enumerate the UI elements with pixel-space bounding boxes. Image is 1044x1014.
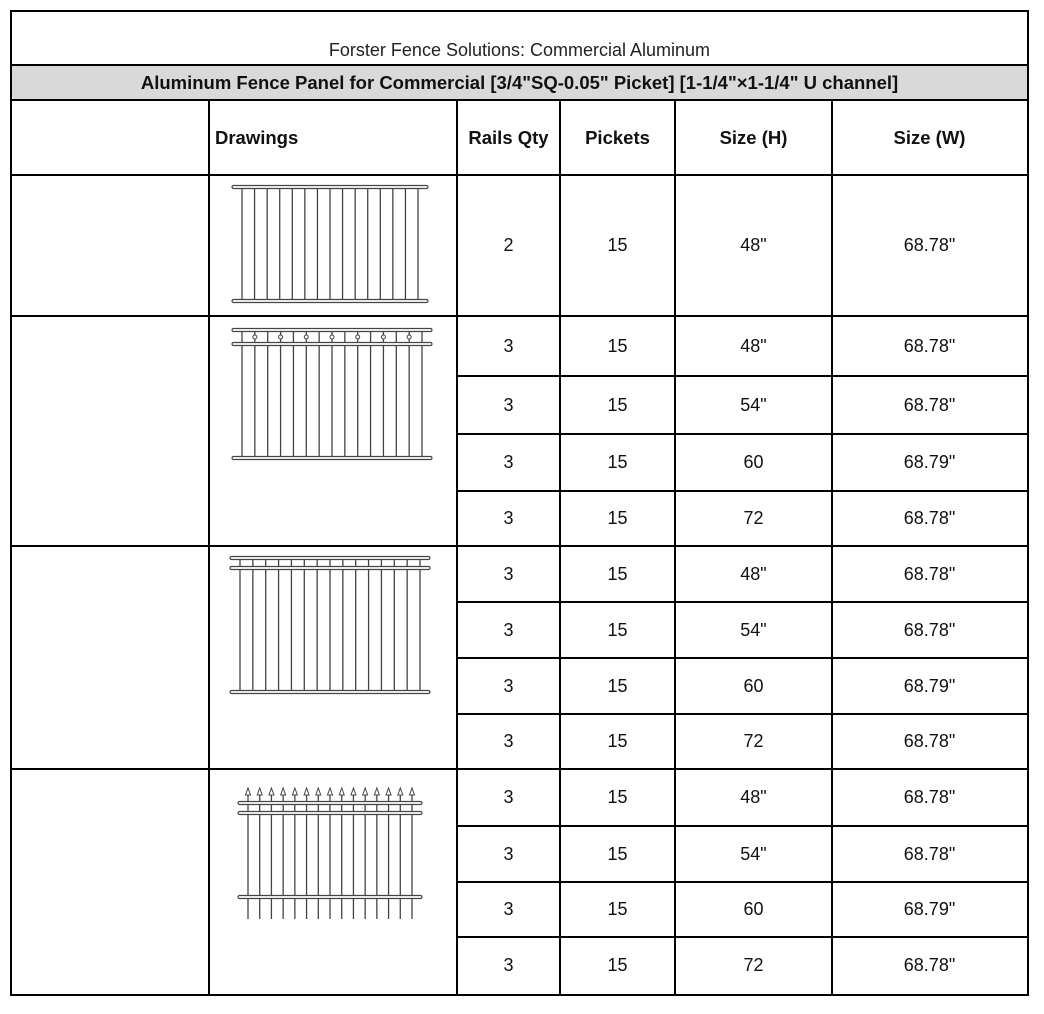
cell-rails-qty: 3 <box>503 899 514 919</box>
cell-pickets: 15 <box>607 563 628 584</box>
cell-pickets: 15 <box>607 675 628 696</box>
header-pickets: Pickets <box>585 127 650 148</box>
cell-pickets: 15 <box>607 452 628 472</box>
cell-size-w: 68.79" <box>903 675 956 696</box>
cell-pickets: 15 <box>607 335 628 356</box>
cell-size-h: 60 <box>743 899 764 919</box>
cell-size-w: 68.78" <box>903 335 956 356</box>
cell-rails-qty: 3 <box>503 843 514 864</box>
cell-rails-qty: 2 <box>503 235 514 255</box>
cell-pickets: 15 <box>607 843 628 864</box>
spear-top-3-rail-panel-drawing <box>228 777 438 927</box>
cell-rails-qty: 3 <box>503 452 514 472</box>
cell-rails-qty: 3 <box>503 619 514 640</box>
cell-size-h: 54" <box>740 619 767 640</box>
cell-pickets: 15 <box>607 899 628 919</box>
cell-size-h: 48" <box>740 235 767 255</box>
cell-pickets: 15 <box>607 619 628 640</box>
cell-rails-qty: 3 <box>503 675 514 696</box>
cell-rails-qty: 3 <box>503 563 514 584</box>
cell-size-h: 72 <box>743 954 764 975</box>
cell-size-h: 48" <box>740 787 767 807</box>
flat-top-2-rail-panel-drawing <box>228 181 438 311</box>
cell-pickets: 15 <box>607 731 628 751</box>
cell-size-w: 68.78" <box>903 619 956 640</box>
cell-size-h: 54" <box>740 843 767 864</box>
cell-size-w: 68.79" <box>903 899 956 919</box>
column-divider <box>208 101 210 996</box>
flat-top-3-rail-finial-panel-drawing <box>228 324 438 474</box>
cell-size-h: 60 <box>743 452 764 472</box>
page-title: Forster Fence Solutions: Commercial Aluminum <box>328 40 711 60</box>
cell-size-h: 60 <box>743 675 764 696</box>
cell-size-h: 72 <box>743 508 764 528</box>
cell-pickets: 15 <box>607 787 628 807</box>
cell-size-w: 68.78" <box>903 787 956 807</box>
cell-rails-qty: 3 <box>503 787 514 807</box>
cell-rails-qty: 3 <box>503 508 514 528</box>
cell-pickets: 15 <box>607 954 628 975</box>
cell-size-w: 68.78" <box>903 954 956 975</box>
header-size-w: Size (W) <box>893 127 966 148</box>
spec-sheet <box>10 10 1029 996</box>
header-blank <box>12 101 209 175</box>
header-rails-qty: Rails Qty <box>468 127 549 148</box>
cell-size-w: 68.79" <box>903 452 956 472</box>
cell-size-w: 68.78" <box>903 843 956 864</box>
cell-rails-qty: 3 <box>503 954 514 975</box>
flat-top-3-rail-panel-drawing <box>228 554 438 704</box>
cell-size-w: 68.78" <box>903 508 956 528</box>
cell-size-w: 68.78" <box>903 731 956 751</box>
cell-pickets: 15 <box>607 394 628 415</box>
cell-pickets: 15 <box>607 508 628 528</box>
cell-size-w: 68.78" <box>903 235 956 255</box>
cell-rails-qty: 3 <box>503 731 514 751</box>
cell-pickets: 15 <box>607 235 628 255</box>
cell-size-h: 48" <box>740 563 767 584</box>
header-size-h: Size (H) <box>719 127 788 148</box>
cell-size-h: 48" <box>740 335 767 356</box>
table-subtitle: Aluminum Fence Panel for Commercial [3/4"SQ-0.05" Picket] [1-1/4"×1-1/4" U channel] <box>12 64 1027 101</box>
cell-size-w: 68.78" <box>903 394 956 415</box>
cell-rails-qty: 3 <box>503 335 514 356</box>
cell-size-h: 54" <box>740 394 767 415</box>
cell-size-w: 68.78" <box>903 563 956 584</box>
cell-size-h: 72 <box>743 731 764 751</box>
header-drawings: Drawings <box>215 127 299 148</box>
cell-rails-qty: 3 <box>503 394 514 415</box>
